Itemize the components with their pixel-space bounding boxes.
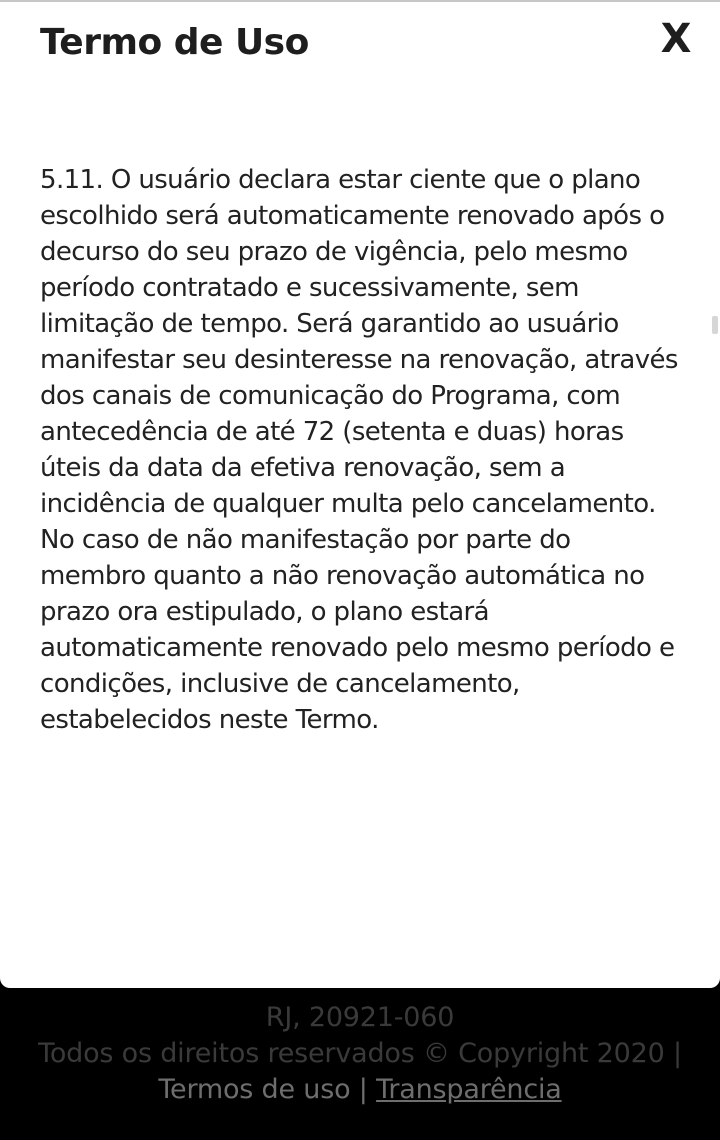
footer-links xyxy=(0,1072,720,1108)
footer-address: RJ, 20921-060 xyxy=(265,1002,455,1033)
footer-link-separator: | xyxy=(358,1074,368,1105)
footer-terms-link[interactable]: Termos de uso xyxy=(158,1074,351,1105)
footer-transparency-link[interactable]: Transparência xyxy=(376,1074,562,1105)
modal-title: Termo de Uso xyxy=(40,22,309,63)
footer-copyright: Todos os direitos reservados © Copyright 2020 | xyxy=(38,1038,682,1069)
terms-text: 5.11. O usuário declara estar ciente que o plano escolhido será automaticamente renovado após o decurso do seu prazo de vigência, pelo mesmo período contratado e sucessivamente, sem limitação de tempo. Será garantido ao usuário manifestar seu desinteresse na renovação, através dos canais de comunicação do Programa, com antecedência de até 72 (setenta e duas) horas úteis da data da efetiva renovação, sem a incidência de qualquer multa pelo cancelamento. No caso de não manifestação por parte do membro quanto a não renovação automática no prazo ora estipulado, o plano estará automaticamente renovado pelo mesmo período e condições, inclusive de cancelamento, estabelecidos neste Termo. xyxy=(40,165,678,735)
scrollbar[interactable] xyxy=(712,316,718,334)
close-button[interactable]: X xyxy=(660,16,692,62)
